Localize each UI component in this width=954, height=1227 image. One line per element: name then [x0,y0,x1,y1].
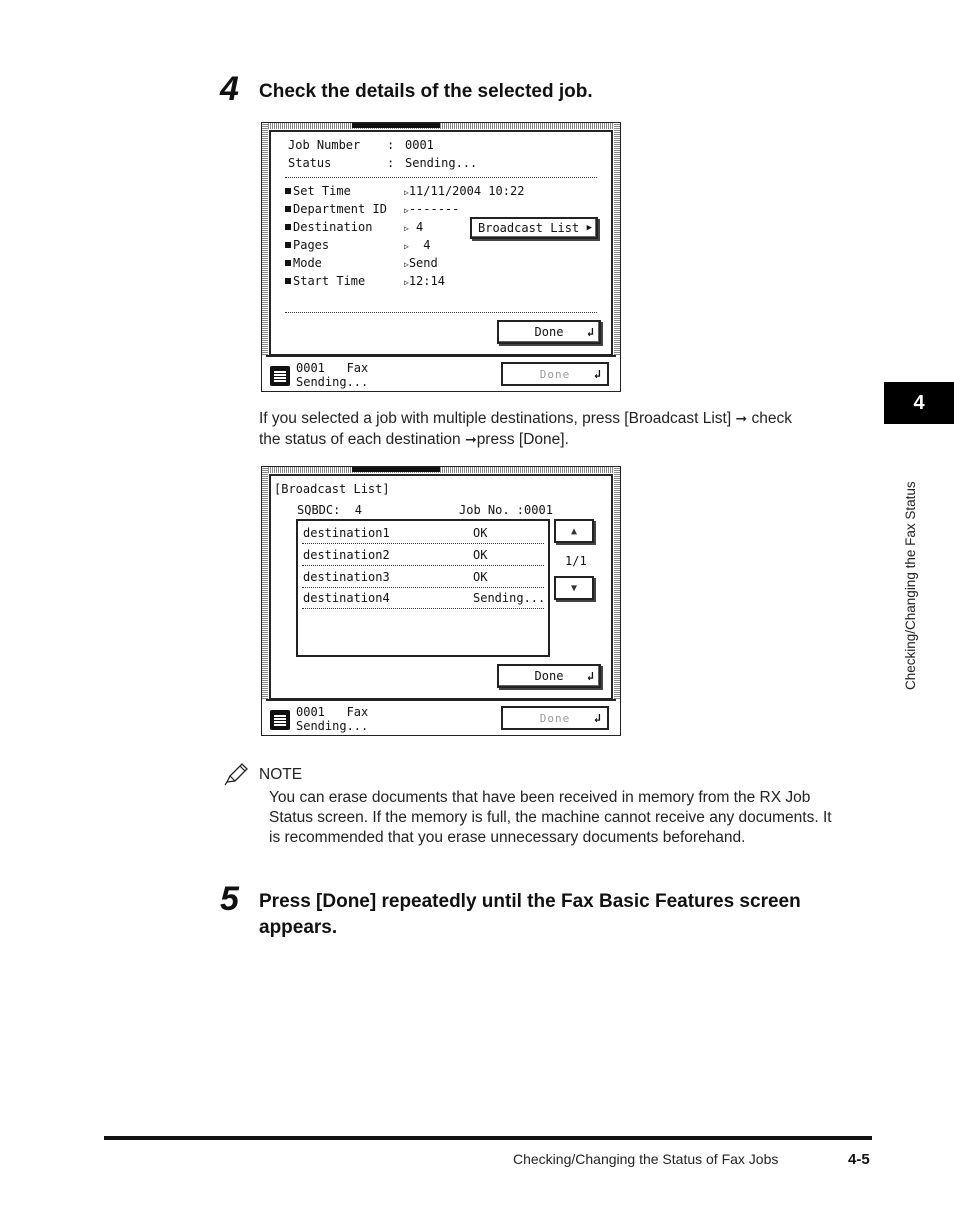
triangle-up-icon: ▲ [570,525,578,537]
caret-right-icon: ▶ [586,223,592,233]
done-button[interactable] [497,664,601,688]
job-status-bar [266,699,616,735]
footer-status: Sending... [296,719,369,733]
start-time-value: 12:14 [408,274,445,288]
list-item[interactable] [302,545,544,566]
step-4-title: Check the details of the selected job. [259,81,593,102]
destination-name: destination1 [303,526,390,540]
scroll-up-button[interactable] [554,519,594,543]
broadcast-list-title: [Broadcast List] [274,482,390,496]
broadcast-list-button-label: Broadcast List [478,221,580,235]
note-body [269,788,879,848]
pencil-icon [223,762,249,786]
department-id-label: Department ID [293,202,387,216]
fax-icon [270,366,290,386]
destination-label: Destination [293,220,373,234]
scroll-down-button[interactable] [554,576,594,600]
system-monitor-done-label: Done [539,711,571,725]
job-number-label: Job Number [288,138,361,152]
list-item[interactable] [302,567,544,588]
done-button-label: Done [534,669,564,683]
mode-label: Mode [293,256,322,270]
footer-section-title: Checking/Changing the Status of Fax Jobs [513,1151,779,1167]
return-icon: ↲ [593,367,602,381]
footer-job: 0001 Fax [296,361,369,375]
triangle-down-icon: ▼ [570,582,578,594]
note-label: NOTE [259,766,303,783]
broadcast-list-screen [261,466,621,736]
destination-status: OK [473,570,488,584]
status-sep: : [387,156,395,170]
step-5-number: 5 [220,880,239,918]
note-line-2: Status screen. If the memory is full, the machine cannot receive any documents. It [269,809,832,826]
status-value: Sending... [405,156,478,170]
step-5-title [259,889,879,941]
step-5-title-line-2: appears. [259,917,338,938]
instruction-part-3: the status of each destination [259,431,461,448]
list-item[interactable] [302,523,544,544]
page-indicator: 1/1 [565,554,587,568]
job-number-sep: : [387,138,395,152]
note-line-3: is recommended that you erase unnecessary documents beforehand. [269,829,746,846]
destination-status: OK [473,526,488,540]
list-item[interactable] [302,588,544,609]
instruction-text [259,408,869,450]
set-time-value: 11/11/2004 10:22 [408,184,525,198]
instruction-part-4: press [Done]. [476,431,569,448]
broadcast-list-button[interactable] [470,217,598,239]
set-time-label: Set Time [293,184,351,198]
arrow-right-icon: ➞ [735,410,748,426]
footer-rule [104,1136,872,1140]
department-id-value: ------- [408,202,460,216]
footer-job: 0001 Fax [296,705,369,719]
chapter-tab: 4 [884,382,954,424]
destination-list [296,519,550,657]
chapter-side-label: Checking/Changing the Fax Status [903,481,918,690]
return-icon: ↲ [593,711,602,725]
sqbdc-count: SQBDC: 4 [297,503,363,517]
destination-status: Sending... [473,591,546,605]
destination-name: destination4 [303,591,390,605]
note-line-1: You can erase documents that have been received in memory from the RX Job [269,789,811,806]
job-details-screen: Job Number : 0001 Status : Sending... Set Time ▷11/11/2004 10:22 Department ID ▷------- Destination ▷ 4 Pages ▷ 4 Mode ▷Send Start Time ▷12:14 Broadcast List ▶ Done ↲ 0001 Fax Sending... Done ↲ [261,122,621,392]
system-monitor-done-button[interactable] [501,362,609,386]
footer-status: Sending... [296,375,369,389]
instruction-part-1: If you selected a job with multiple destinations, press [Broadcast List] [259,410,732,427]
destination-value: 4 [408,220,424,234]
status-label: Status [288,156,332,170]
job-status-bar [266,355,616,391]
return-icon: ↲ [586,669,594,683]
return-icon: ↲ [586,325,594,339]
arrow-right-icon: ➞ [464,431,477,447]
step-4-number: 4 [220,70,239,108]
done-button[interactable] [497,320,601,344]
instruction-part-2: check [751,410,792,427]
pages-label: Pages [293,238,330,252]
done-button-label: Done [534,325,564,339]
step-5-title-line-1: Press [Done] repeatedly until the Fax Basic Features screen [259,891,801,912]
mode-value: Send [408,256,438,270]
fax-icon [270,710,290,730]
page-number: 4-5 [848,1151,870,1168]
system-monitor-done-button[interactable] [501,706,609,730]
destination-name: destination2 [303,548,390,562]
start-time-label: Start Time [293,274,366,288]
job-no: Job No. :0001 [459,503,553,517]
destination-name: destination3 [303,570,390,584]
destination-status: OK [473,548,488,562]
pages-value: 4 [408,238,431,252]
job-number-value: 0001 [405,138,434,152]
system-monitor-done-label: Done [539,367,571,381]
